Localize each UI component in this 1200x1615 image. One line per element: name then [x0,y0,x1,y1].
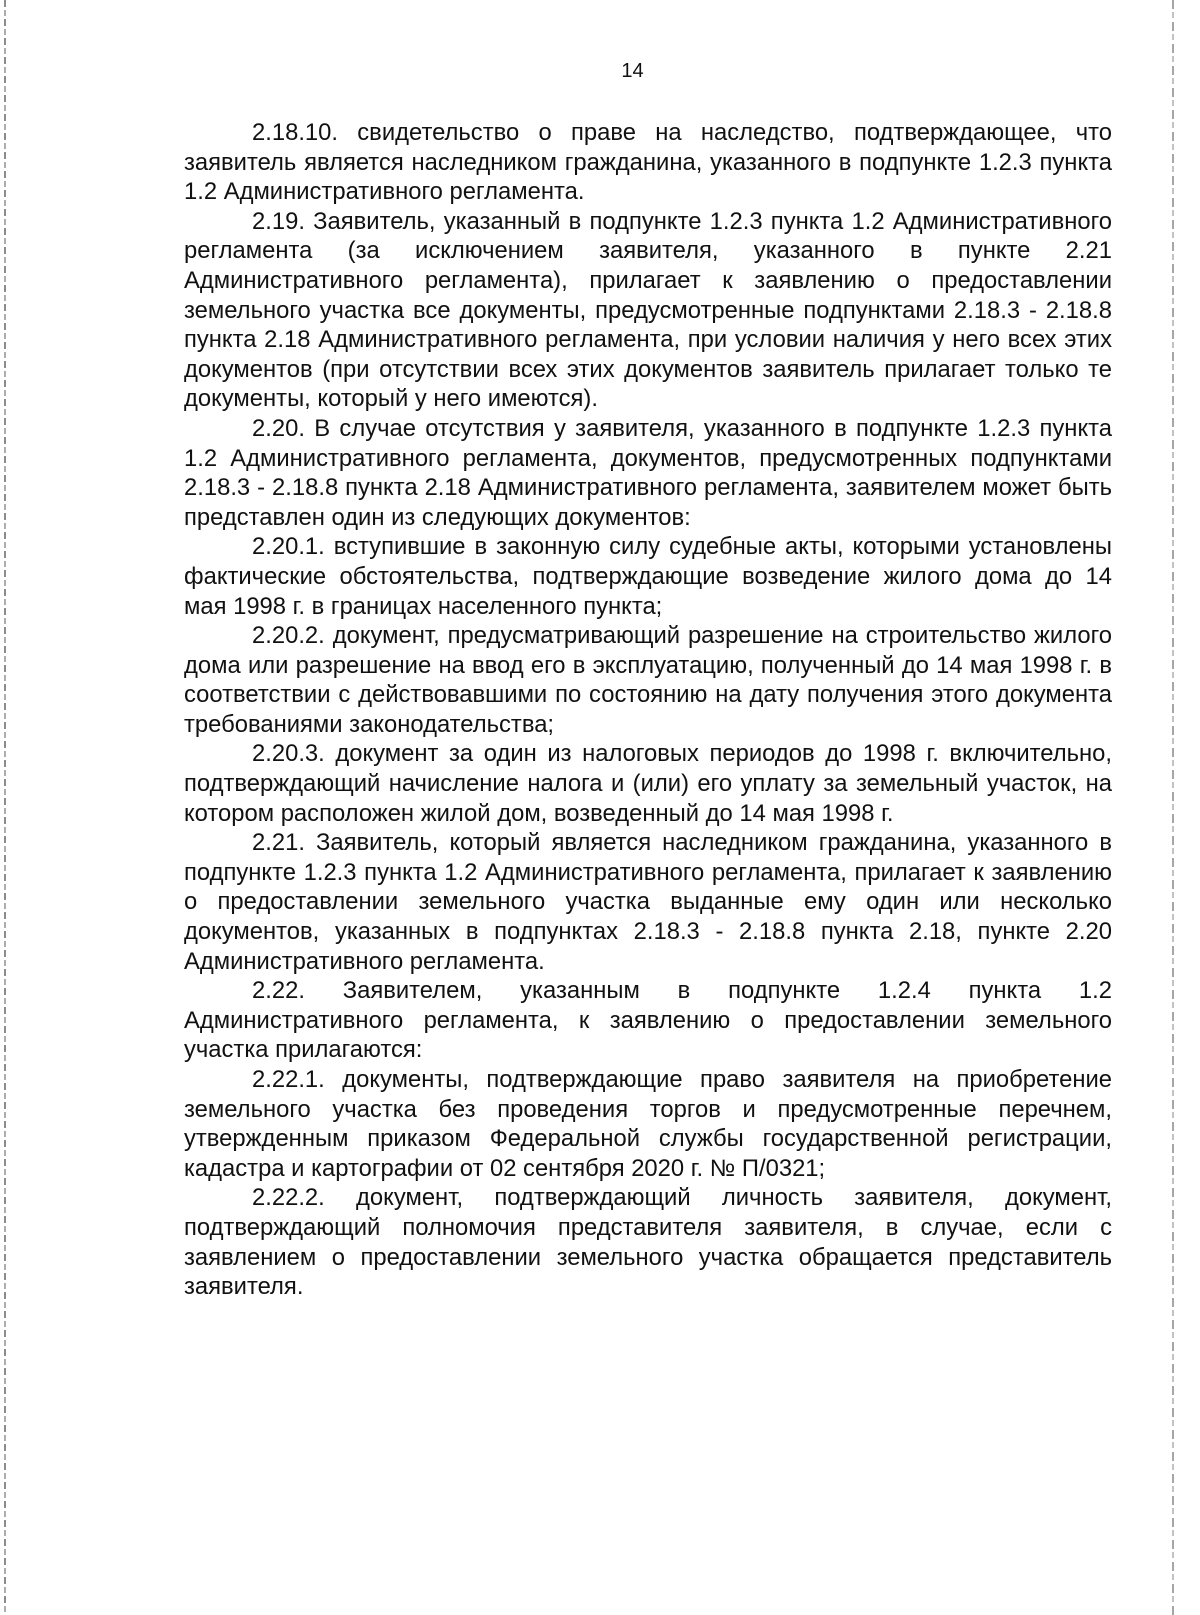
paragraph-2-19: 2.19. Заявитель, указанный в подпункте 1.2.3 пункта 1.2 Административного регламента (за исключением заявителя, указанного в пункте 2.21 Административного регламента), прилагает к заявлению о предоставлении земельного участка все документы, предусмотренные подпунктами 2.18.3 - 2.18.8 пункта 2.18 Административного регламента, при условии наличия у него всех этих документов (при отсутствии всех этих документов заявитель прилагает только те документы, который у него имеются). [184,207,1112,413]
paragraph-2-20-2: 2.20.2. документ, предусматривающий разрешение на строительство жилого дома или разрешение на ввод его в эксплуатацию, полученный до 14 мая 1998 г. в соответствии с действовавшими по состоянию на дату получения этого документа требованиями законодательства; [184,622,1112,738]
document-body [184,118,1112,1302]
paragraph-2-20-1: 2.20.1. вступившие в законную силу судебные акты, которыми установлены фактические обстоятельства, подтверждающие возведение жилого дома до 14 мая 1998 г. в границах населенного пункта; [184,533,1112,620]
paragraph-2-22: 2.22. Заявителем, указанным в подпункте 1.2.4 пункта 1.2 Административного регламента, к заявлению о предоставлении земельного участка прилагаются: [184,977,1112,1064]
paragraph-2-18-10: 2.18.10. свидетельство о праве на наследство, подтверждающее, что заявитель является наследником гражданина, указанного в подпункте 1.2.3 пункта 1.2 Административного регламента. [184,119,1112,206]
page-number: 14 [621,60,644,82]
paragraph-2-20: 2.20. В случае отсутствия у заявителя, указанного в подпункте 1.2.3 пункта 1.2 Административного регламента, документов, предусмотренных подпунктами 2.18.3 - 2.18.8 пункта 2.18 Административного регламента, заявителем может быть представлен один из следующих документов: [184,414,1112,531]
scan-edge-right [1172,0,1174,1615]
paragraph-2-21: 2.21. Заявитель, который является наследником гражданина, указанного в подпункте 1.2.3 пункта 1.2 Административного регламента, прилагает к заявлению о предоставлении земельного участка выданные ему один или несколько документов, указанных в подпунктах 2.18.3 - 2.18.8 пункта 2.18, пункте 2.20 Административного регламента. [184,829,1112,975]
paragraph-2-22-2: 2.22.2. документ, подтверждающий личность заявителя, документ, подтверждающий полномочия представителя заявителя, в случае, если с заявлением о предоставлении земельного участка обращается представитель заявителя. [184,1184,1112,1301]
scan-edge-left [4,0,6,1615]
paragraph-2-20-3: 2.20.3. документ за один из налоговых периодов до 1998 г. включительно, подтверждающий начисление налога и (или) его уплату за земельный участок, на котором расположен жилой дом, возведенный до 14 мая 1998 г. [184,740,1112,827]
paragraph-2-22-1: 2.22.1. документы, подтверждающие право заявителя на приобретение земельного участка без проведения торгов и предусмотренные перечнем, утвержденным приказом Федеральной службы государственной регистрации, кадастра и картографии от 02 сентября 2020 г. № П/0321; [184,1066,1112,1182]
